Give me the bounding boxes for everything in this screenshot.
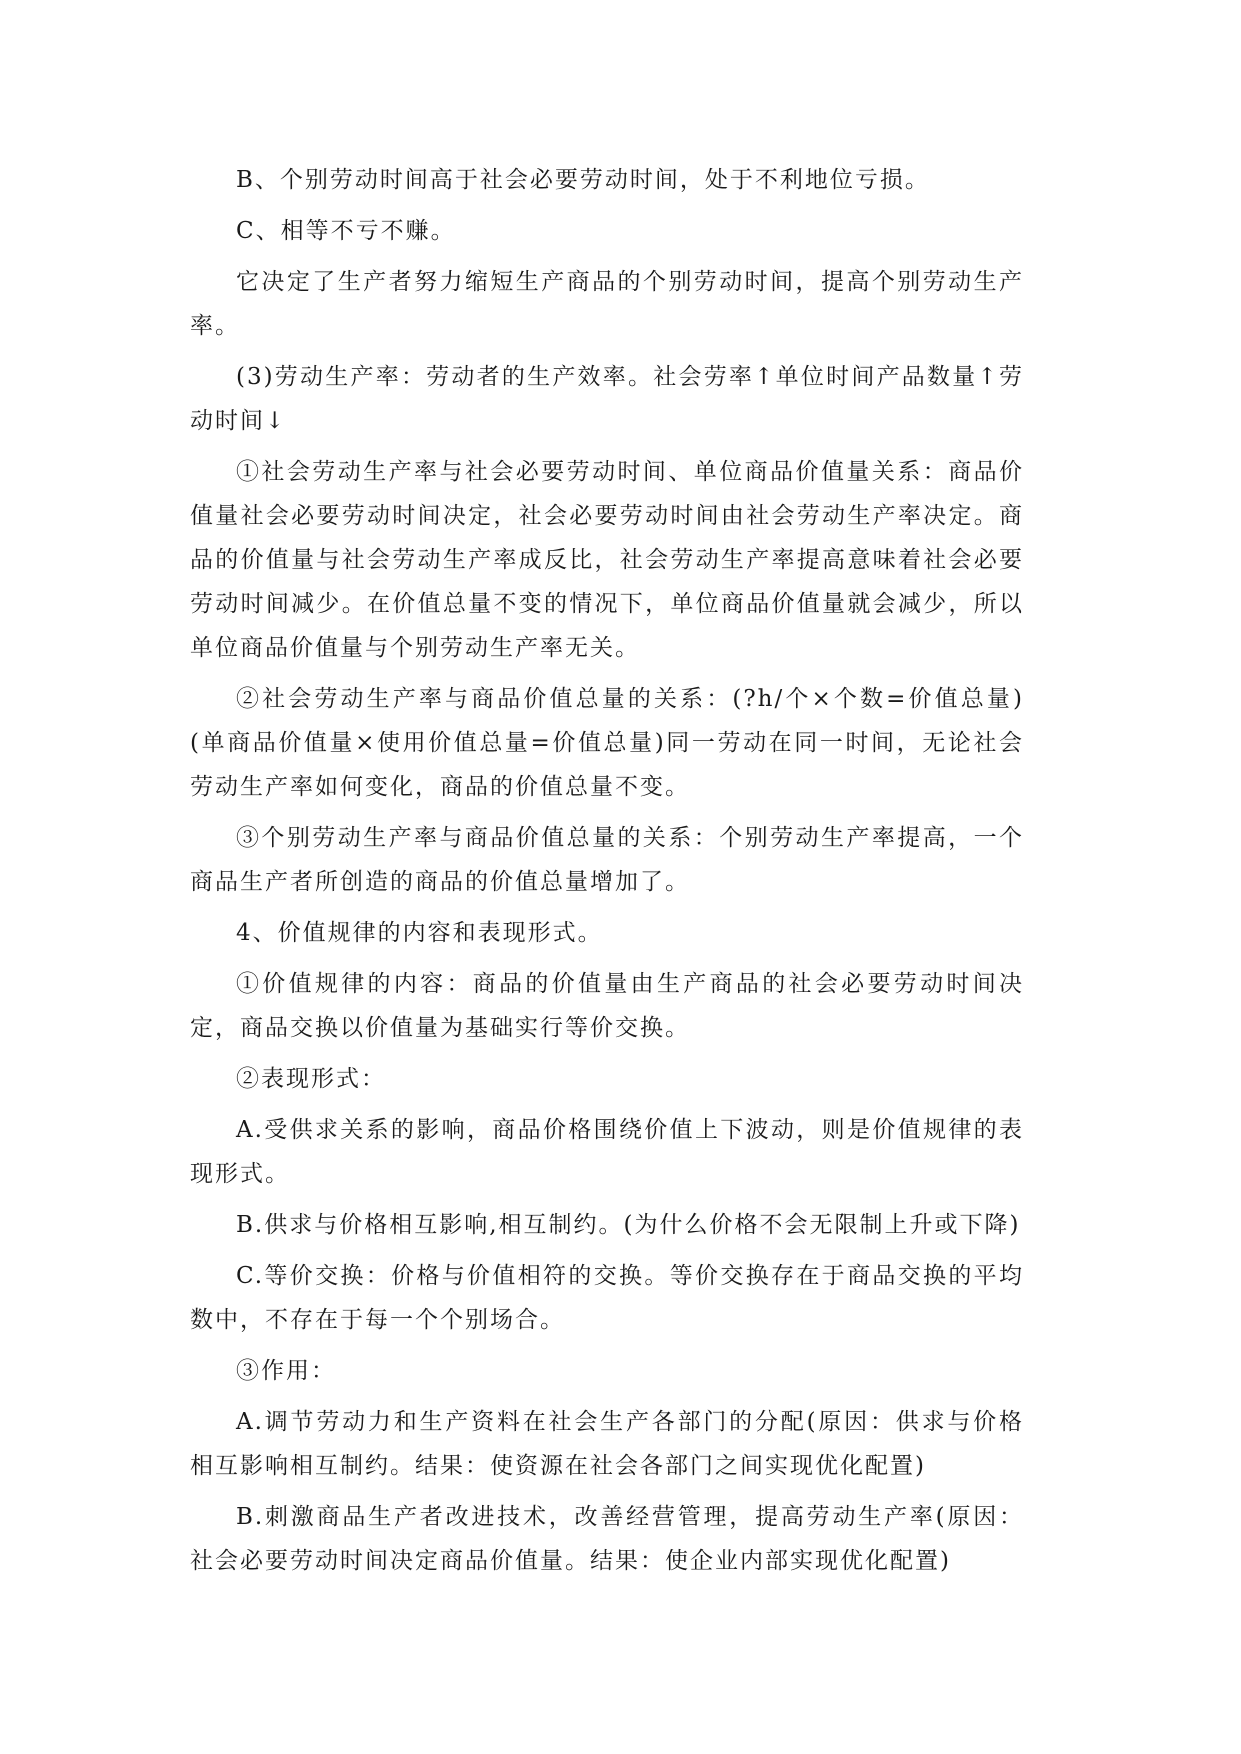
paragraph-forms-heading: ②表现形式： <box>236 1066 386 1092</box>
paragraph-c-equal: C、相等不亏不赚。 <box>236 218 456 244</box>
paragraph-labor-productivity: (3)劳动生产率：劳动者的生产效率。社会劳率↑单位时间产品数量↑劳动时间↓ <box>190 364 1024 434</box>
paragraph-b-individual-labor-time-higher: B、个别劳动时间高于社会必要劳动时间，处于不利地位亏损。 <box>236 167 930 193</box>
paragraph-form-c-equal-exchange: C.等价交换：价格与价值相符的交换。等价交换存在于商品交换的平均数中，不存在于每一个个别场合。 <box>190 1263 1024 1333</box>
paragraph-decides-shorten-time: 它决定了生产者努力缩短生产商品的个别劳动时间，提高个别劳动生产率。 <box>190 269 1024 339</box>
paragraph-form-b-mutual-influence: B.供求与价格相互影响,相互制约。(为什么价格不会无限制上升或下降) <box>236 1212 1021 1238</box>
paragraph-effect-b-technology: B.刺激商品生产者改进技术，改善经营管理，提高劳动生产率(原因：社会必要劳动时间决定商品价值量。结果：使企业内部实现优化配置) <box>190 1504 1024 1574</box>
paragraph-law-of-value-heading: 4、价值规律的内容和表现形式。 <box>236 920 603 946</box>
paragraph-social-productivity-vs-total-value: ②社会劳动生产率与商品价值总量的关系：(?h/个×个数=价值总量)(单商品价值量×使用价值总量=价值总量)同一劳动在同一时间，无论社会劳动生产率如何变化，商品的价值总量不变。 <box>190 686 1024 800</box>
paragraph-law-of-value-content: ①价值规律的内容：商品的价值量由生产商品的社会必要劳动时间决定，商品交换以价值量为基础实行等价交换。 <box>190 971 1024 1041</box>
paragraph-individual-productivity-vs-total-value: ③个别劳动生产率与商品价值总量的关系：个别劳动生产率提高，一个商品生产者所创造的商品的价值总量增加了。 <box>190 825 1024 895</box>
paragraph-effect-a-allocation: A.调节劳动力和生产资料在社会生产各部门的分配(原因：供求与价格相互影响相互制约。结果：使资源在社会各部门之间实现优化配置) <box>190 1409 1024 1479</box>
paragraph-effects-heading: ③作用： <box>236 1358 336 1384</box>
document-body <box>190 158 1024 1590</box>
paragraph-social-productivity-vs-value: ①社会劳动生产率与社会必要劳动时间、单位商品价值量关系：商品价值量社会必要劳动时间决定，社会必要劳动时间由社会劳动生产率决定。商品的价值量与社会劳动生产率成反比，社会劳动生产率提高意味着社会必要劳动时间减少。在价值总量不变的情况下，单位商品价值量就会减少，所以单位商品价值量与个别劳动生产率无关。 <box>190 459 1024 661</box>
paragraph-form-a-supply-demand: A.受供求关系的影响，商品价格围绕价值上下波动，则是价值规律的表现形式。 <box>190 1117 1024 1187</box>
